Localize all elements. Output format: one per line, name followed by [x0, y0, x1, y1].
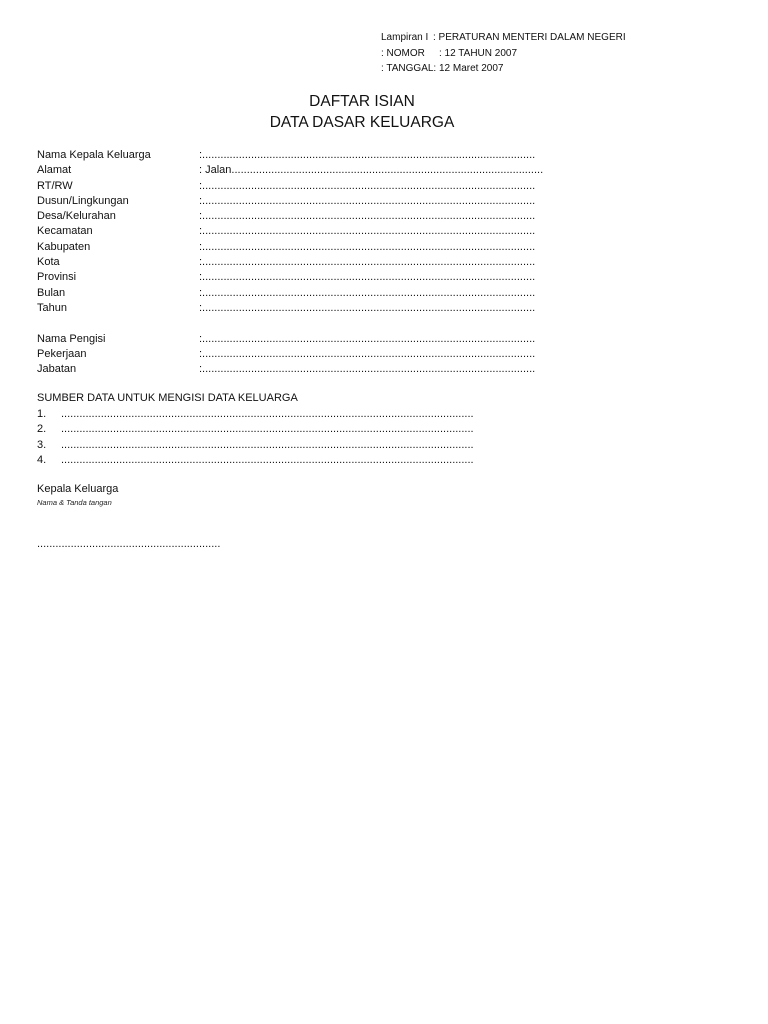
header-key-tanggal: : TANGGAL	[381, 63, 434, 74]
field-label: Jabatan	[37, 363, 77, 376]
field-kabupaten[interactable]	[37, 240, 589, 255]
field-value[interactable]: :.............................................................................................................	[199, 347, 536, 360]
field-value[interactable]: :.............................................................................................................	[199, 363, 536, 376]
header-key-lampiran: Lampiran I	[381, 32, 429, 43]
item-number: 2.	[37, 423, 47, 435]
header-key-nomor: : NOMOR	[381, 47, 425, 59]
header-val-lampiran: : PERATURAN MENTERI DALAM NEGERI	[433, 32, 626, 43]
header-val-nomor: : 12 TAHUN 2007	[439, 47, 518, 59]
field-label: Provinsi	[37, 271, 77, 284]
field-label: Nama Pengisi	[37, 332, 106, 345]
item-number: 3.	[37, 438, 47, 451]
data-source-section	[37, 391, 535, 469]
field-nama-kepala-keluarga[interactable]	[37, 148, 589, 163]
signature-label: Kepala Keluarga	[37, 483, 119, 495]
field-bulan[interactable]	[37, 286, 589, 301]
item-number: 1.	[37, 407, 47, 420]
title-line-2: DATA DASAR KELUARGA	[269, 114, 455, 131]
data-source-heading: SUMBER DATA UNTUK MENGISI DATA KELUARGA	[37, 392, 298, 404]
field-value[interactable]: :.............................................................................................................	[199, 240, 536, 253]
field-value[interactable]: :.............................................................................................................	[199, 256, 536, 269]
field-label: RT/RW	[37, 179, 73, 192]
field-value[interactable]: :.............................................................................................................	[199, 210, 536, 223]
signature-block	[37, 483, 251, 550]
field-kecamatan[interactable]	[37, 224, 589, 239]
header-row-tanggal	[381, 61, 626, 77]
data-source-item[interactable]	[37, 453, 535, 469]
field-tahun[interactable]	[37, 301, 589, 316]
field-jabatan[interactable]	[37, 362, 589, 377]
signature-caption: Nama & Tanda tangan	[37, 498, 112, 507]
signature-line[interactable]: ............................................................	[37, 538, 221, 550]
field-label: Pekerjaan	[37, 347, 87, 360]
field-value[interactable]: :.............................................................................................................	[199, 301, 536, 314]
data-source-item[interactable]	[37, 438, 535, 454]
item-blank[interactable]: .......................................................................................................................................	[61, 454, 474, 466]
field-label: Kecamatan	[37, 225, 93, 238]
field-value[interactable]: : Jalan......................................................................................................	[199, 164, 544, 177]
field-dusun[interactable]	[37, 194, 589, 209]
field-value[interactable]: :.............................................................................................................	[199, 225, 536, 238]
data-source-item[interactable]	[37, 422, 535, 438]
item-blank[interactable]: .......................................................................................................................................	[61, 438, 474, 451]
field-kota[interactable]	[37, 255, 589, 270]
title-line-1: DAFTAR ISIAN	[309, 93, 415, 110]
family-fields	[37, 148, 589, 377]
field-pekerjaan[interactable]	[37, 347, 589, 362]
field-value[interactable]: :.............................................................................................................	[199, 194, 536, 207]
section-spacer	[37, 316, 589, 331]
field-desa[interactable]	[37, 209, 589, 224]
field-rt-rw[interactable]	[37, 179, 589, 194]
field-alamat[interactable]	[37, 163, 589, 178]
field-label: Dusun/Lingkungan	[37, 194, 129, 207]
field-value[interactable]: :.............................................................................................................	[199, 179, 536, 192]
field-value[interactable]: :.............................................................................................................	[199, 271, 536, 284]
field-label: Alamat	[37, 164, 72, 177]
field-value[interactable]: :.............................................................................................................	[199, 332, 536, 345]
field-value[interactable]: :.............................................................................................................	[199, 149, 536, 161]
header-row-lampiran	[381, 30, 626, 46]
field-value[interactable]: :.............................................................................................................	[199, 286, 536, 299]
item-blank[interactable]: .......................................................................................................................................	[61, 423, 474, 435]
data-source-item[interactable]	[37, 407, 535, 423]
regulation-header	[381, 30, 626, 77]
field-nama-pengisi[interactable]	[37, 332, 589, 347]
header-val-tanggal: : 12 Maret 2007	[433, 63, 504, 74]
item-blank[interactable]: .......................................................................................................................................	[61, 407, 474, 420]
form-title	[0, 91, 724, 133]
field-label: Bulan	[37, 286, 66, 299]
field-provinsi[interactable]	[37, 270, 589, 285]
header-row-nomor	[381, 46, 626, 62]
field-label: Nama Kepala Keluarga	[37, 149, 151, 161]
field-label: Kota	[37, 256, 60, 269]
field-label: Desa/Kelurahan	[37, 210, 116, 223]
field-label: Tahun	[37, 301, 67, 314]
item-number: 4.	[37, 454, 47, 466]
field-label: Kabupaten	[37, 240, 91, 253]
